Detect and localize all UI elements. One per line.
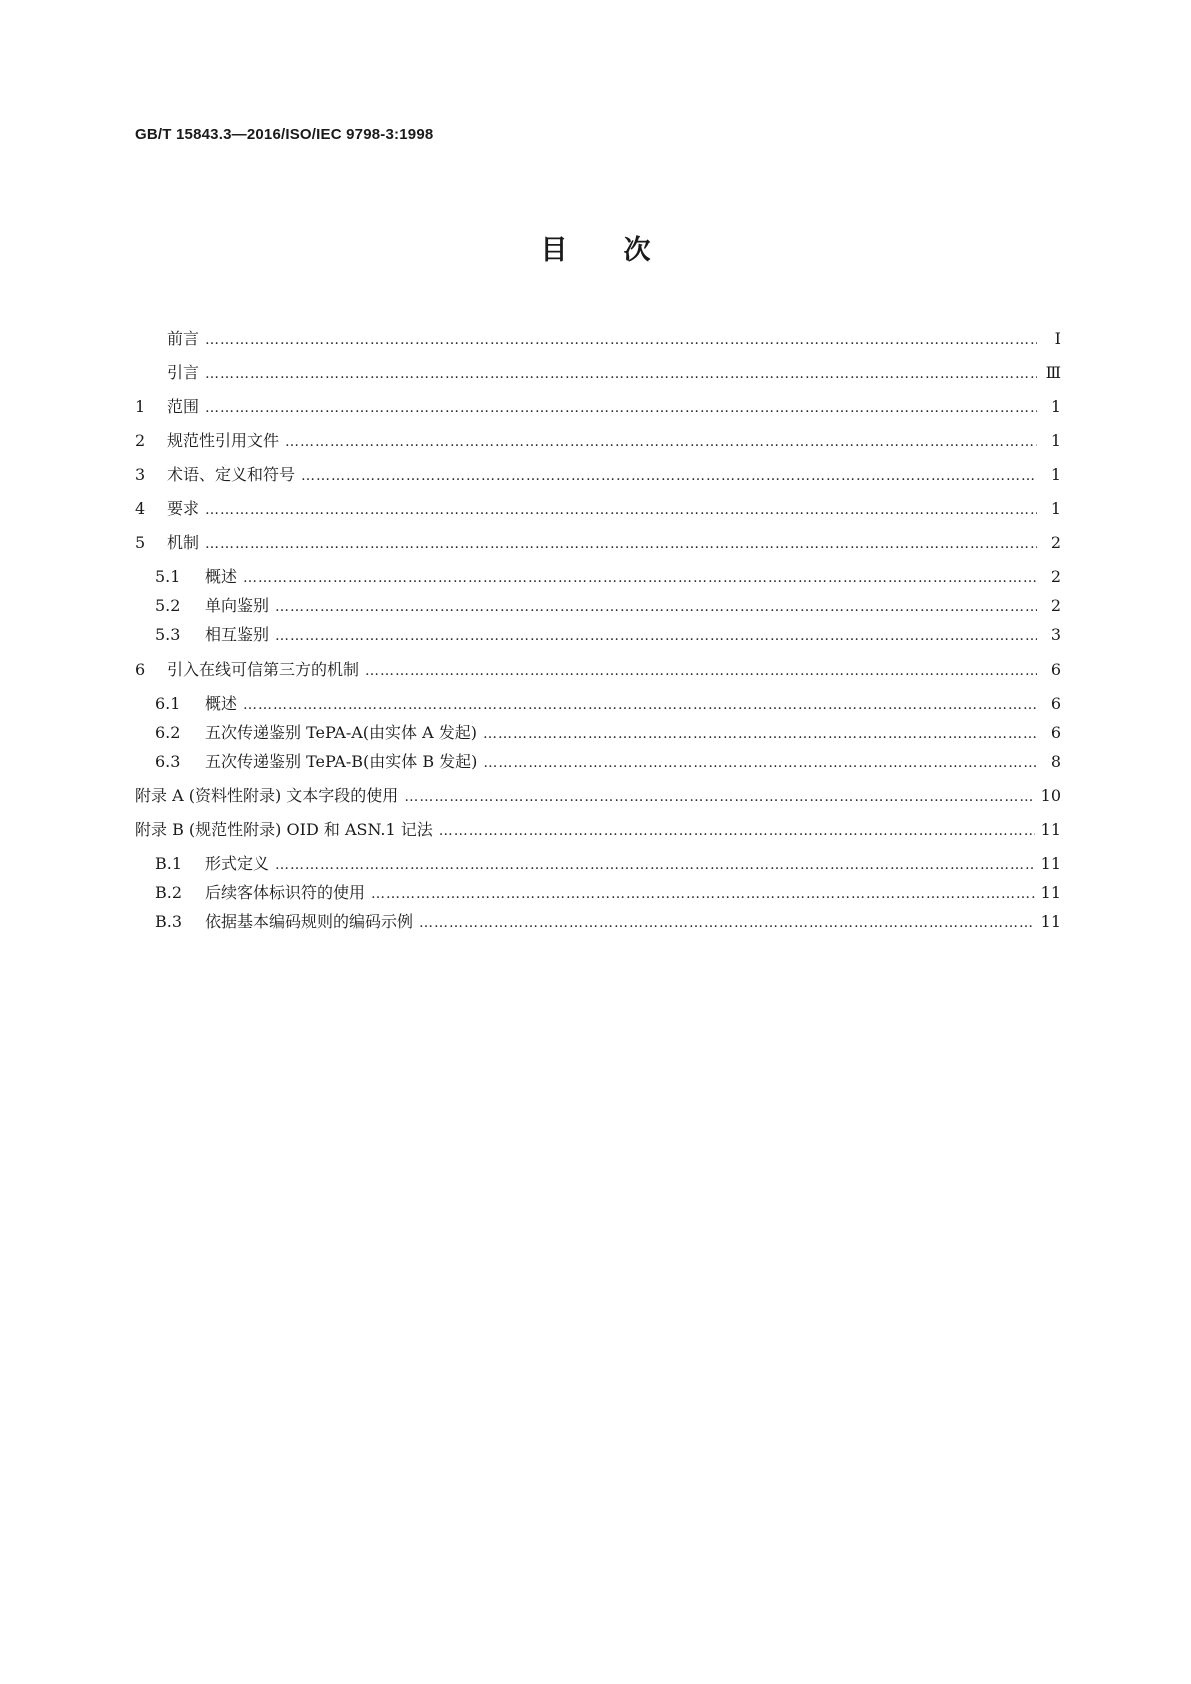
toc-entry-number: 6.3 [155,752,181,771]
toc-entry-foreword[interactable] [135,327,1061,351]
toc-entry-label: 要求 [167,499,200,518]
toc-entry-page: 2 [1050,596,1061,615]
toc-entry-5-1[interactable] [135,565,1061,589]
toc-leader-dots [439,819,1035,843]
toc-entry-page: 11 [1040,854,1061,873]
standard-number-header: GB/T 15843.3—2016/ISO/IEC 9798-3:1998 [135,126,434,143]
toc-leader-dots [205,532,1037,556]
toc-entry-page: 1 [1050,499,1061,518]
toc-title: 目次 [540,235,707,266]
toc-entry-5-3[interactable] [135,623,1061,647]
toc-leader-dots [275,853,1035,877]
toc-entry-label: 概述 [205,567,238,586]
toc-entry-number: 6.1 [155,694,181,713]
toc-entry-page: 1 [1050,431,1061,450]
toc-entry-b-1[interactable] [135,852,1061,876]
toc-entry-number: B.2 [155,883,183,902]
toc-entry-number: 3 [135,465,146,484]
toc-entry-1[interactable] [135,395,1061,419]
toc-leader-dots [483,722,1037,746]
toc-leader-dots [275,595,1037,619]
toc-leader-dots [275,624,1037,648]
toc-leader-dots [243,566,1037,590]
toc-entry-number: B.3 [155,912,183,931]
toc-entry-label: 术语、定义和符号 [167,465,296,484]
toc-entry-2[interactable] [135,429,1061,453]
toc-entry-label: 附录 B (规范性附录) OID 和 ASN.1 记法 [135,820,433,839]
toc-entry-5-2[interactable] [135,594,1061,618]
toc-entry-page: 6 [1050,723,1061,742]
toc-entry-page: 1 [1050,397,1061,416]
toc-leader-dots [371,882,1035,906]
toc-leader-dots [301,464,1037,488]
toc-entry-page: 8 [1050,752,1061,771]
toc-entry-page: Ⅰ [1054,329,1061,348]
toc-entry-number: 5 [135,533,146,552]
toc-leader-dots [205,498,1037,522]
toc-entry-page: 11 [1040,820,1061,839]
toc-entry-6-1[interactable] [135,692,1061,716]
toc-entry-page: 6 [1050,694,1061,713]
toc-entry-page: 3 [1050,625,1061,644]
toc-entry-b-3[interactable] [135,910,1061,934]
toc-entry-page: 10 [1040,786,1061,805]
toc-entry-number: 2 [135,431,146,450]
toc-entry-label: 规范性引用文件 [167,431,280,450]
toc-entry-page: 6 [1050,660,1061,679]
toc-leader-dots [205,362,1037,386]
toc-entry-number: 1 [135,397,146,416]
toc-entry-number: 5.3 [155,625,181,644]
toc-entry-label: 引入在线可信第三方的机制 [167,660,360,679]
toc-entry-page: Ⅲ [1045,363,1061,382]
toc-leader-dots [285,430,1037,454]
toc-entry-page: 2 [1050,533,1061,552]
toc-leader-dots [404,785,1034,809]
toc-entry-page: 1 [1050,465,1061,484]
toc-entry-introduction[interactable] [135,361,1061,385]
toc-entry-page: 11 [1040,912,1061,931]
toc-entry-label: 相互鉴别 [205,625,270,644]
toc-entry-3[interactable] [135,463,1061,487]
toc-entry-label: 五次传递鉴别 TePA-B(由实体 B 发起) [205,752,478,771]
toc-entry-label: 机制 [167,533,200,552]
toc-entry-number: B.1 [155,854,183,873]
toc-entry-annex-a[interactable] [135,784,1061,808]
toc-entry-page: 11 [1040,883,1061,902]
toc-entry-label: 范围 [167,397,200,416]
toc-entry-label: 附录 A (资料性附录) 文本字段的使用 [135,786,399,805]
toc-entry-number: 5.2 [155,596,181,615]
toc-entry-label: 形式定义 [205,854,270,873]
toc-entry-label: 单向鉴别 [205,596,270,615]
toc-entry-6[interactable] [135,658,1061,682]
toc-entry-label: 后续客体标识符的使用 [205,883,366,902]
toc-leader-dots [205,328,1037,352]
toc-leader-dots [419,911,1035,935]
toc-leader-dots [483,751,1037,775]
toc-entry-label: 概述 [205,694,238,713]
toc-entry-page: 2 [1050,567,1061,586]
toc-entry-4[interactable] [135,497,1061,521]
toc-entry-label: 引言 [167,363,200,382]
toc-leader-dots [205,396,1037,420]
toc-entry-b-2[interactable] [135,881,1061,905]
toc-entry-number: 6 [135,660,146,679]
toc-entry-label: 依据基本编码规则的编码示例 [205,912,414,931]
toc-entry-number: 6.2 [155,723,181,742]
toc-entry-annex-b[interactable] [135,818,1061,842]
toc-entry-label: 五次传递鉴别 TePA-A(由实体 A 发起) [205,723,478,742]
toc-entry-label: 前言 [167,329,200,348]
toc-entry-number: 4 [135,499,146,518]
toc-entry-5[interactable] [135,531,1061,555]
toc-leader-dots [243,693,1037,717]
toc-entry-6-3[interactable] [135,750,1061,774]
toc-entry-number: 5.1 [155,567,181,586]
toc-leader-dots [365,659,1037,683]
toc-entry-6-2[interactable] [135,721,1061,745]
